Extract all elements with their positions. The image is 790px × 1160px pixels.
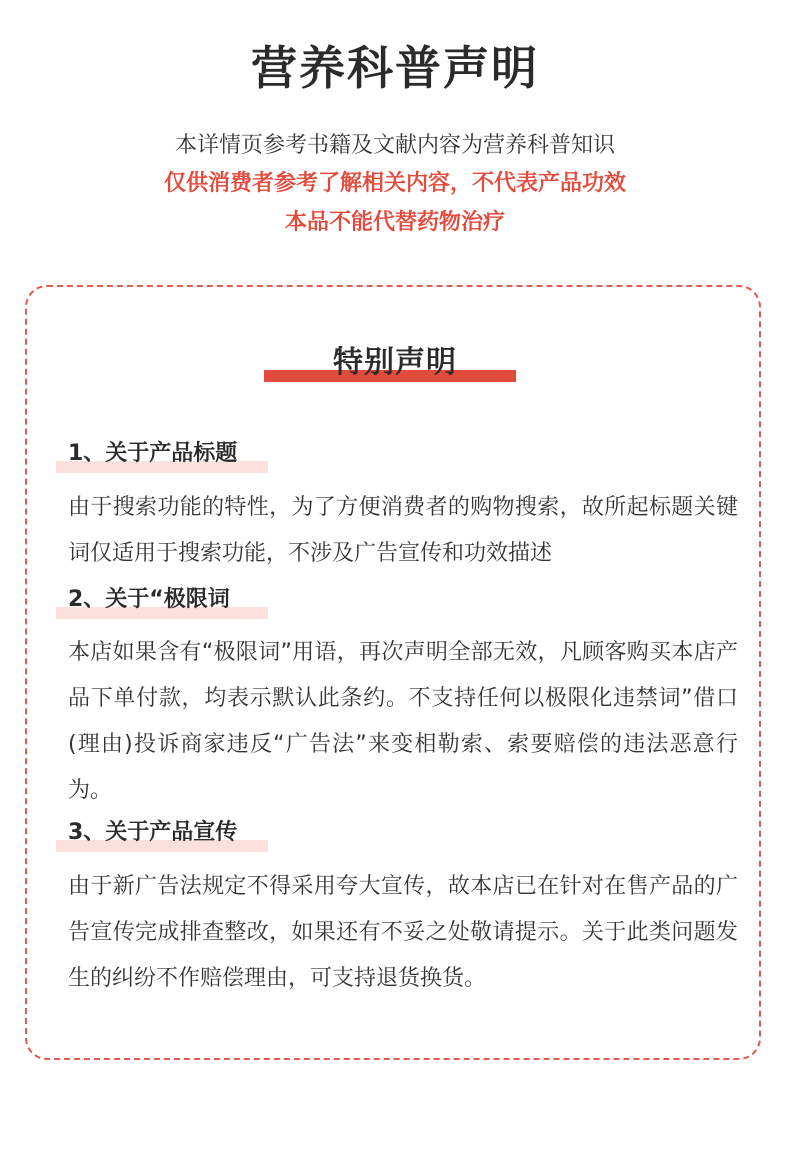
section-heading-text: 2、关于“极限词	[68, 587, 230, 612]
section-heading-text: 1、关于产品标题	[68, 441, 238, 466]
section-body-3: 由于新广告法规定不得采用夸大宣传，故本店已在针对在售产品的广告宣传完成排查整改，如果还有不妥之处敬请提示。关于此类问题发生的纠纷不作赔偿理由，可支持退货换货。	[68, 874, 738, 991]
section-heading-text: 3、关于产品宣传	[68, 820, 238, 845]
section-body-1: 由于搜索功能的特性，为了方便消费者的购物搜索，故所起标题关键词仅适用于搜索功能，不涉及广告宣传和功效描述	[68, 495, 738, 566]
intro-line-3-warning: 本品不能代替药物治疗	[284, 210, 505, 235]
card-title: 特别声明	[333, 345, 457, 380]
intro-line-1: 本详情页参考书籍及文献内容为营养科普知识	[174, 133, 615, 158]
page-title: 营养科普声明	[251, 41, 539, 95]
section-body-2: 本店如果含有“极限词”用语，再次声明全部无效，凡顾客购买本店产品下单付款，均表示默认此条约。不支持任何以极限化违禁词”借口(理由)投诉商家违反“广告法”来变相勒索、索要赔偿的违法恶意行为。	[68, 640, 738, 803]
intro-line-2-warning: 仅供消费者参考了解相关内容，不代表产品功效	[163, 171, 626, 196]
